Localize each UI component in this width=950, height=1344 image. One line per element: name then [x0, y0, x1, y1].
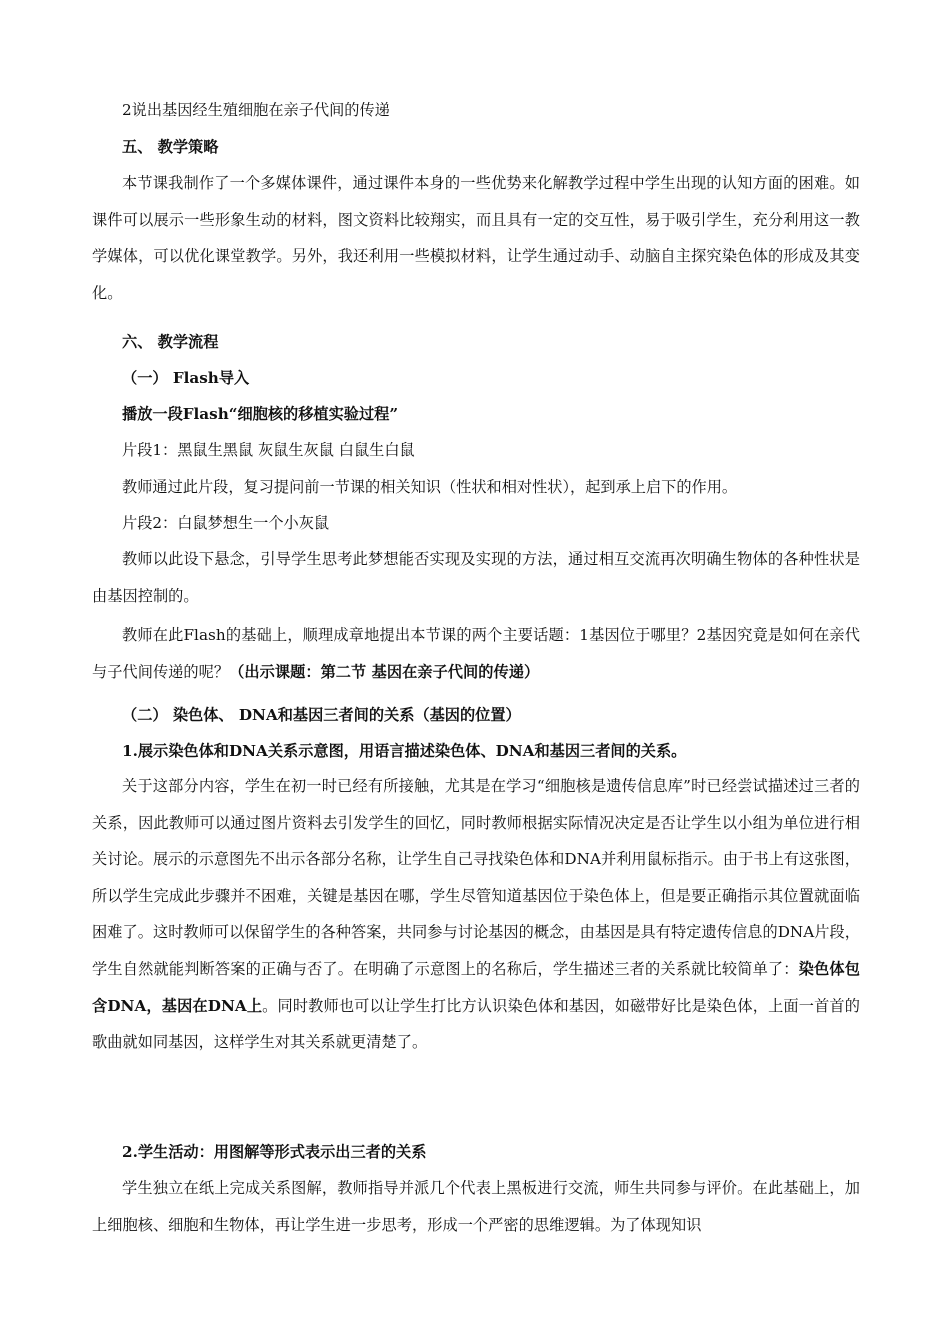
- item-2: 2.学生活动：用图解等形式表示出三者的关系: [122, 1143, 427, 1161]
- topic-title-bold: （出示课题：第二节 基因在亲子代间的传递）: [229, 662, 540, 681]
- topic-text: 教师在此Flash的基础上，顺理成章地提出本节课的两个主要话题：1基因位于哪里？2基因究竟是如何在亲代与子代间传递的呢？: [92, 626, 860, 681]
- clip-1-explanation: 教师通过此片段，复习提问前一节课的相关知识（性状和相对性状），起到承上启下的作用。: [122, 478, 738, 496]
- relationship-key-bold: 染色体包含DNA，基因在DNA上: [92, 959, 860, 1015]
- clip-2-explanation: 教师以此设下悬念，引导学生思考此梦想能否实现及实现的方法，通过相互交流再次明确生物体的各种性状是由基因控制的。: [92, 550, 860, 605]
- relationship-tail: 。同时教师也可以让学生打比方认识染色体和基因，如磁带好比是染色体，上面一首首的歌曲就如同基因，这样学生对其关系就更清楚了。: [92, 996, 860, 1052]
- relationship-paragraph: [92, 768, 860, 1061]
- clip-2: 片段2：白鼠梦想生一个小灰鼠: [122, 514, 330, 532]
- activity-paragraph: 学生独立在纸上完成关系图解，教师指导并派几个代表上黑板进行交流，师生共同参与评价。在此基础上，加上细胞核、细胞和生物体，再让学生进一步思考，形成一个严密的思维逻辑。为了体现知识: [92, 1179, 860, 1234]
- clip-1: 片段1：黑鼠生黑鼠 灰鼠生灰鼠 白鼠生白鼠: [122, 441, 415, 459]
- objective-2: 2说出基因经生殖细胞在亲子代间的传递: [122, 101, 390, 119]
- subsection-flash-intro: （一） Flash导入: [122, 369, 250, 387]
- topic-paragraph: [92, 617, 860, 690]
- section-heading-6: 六、 教学流程: [122, 333, 219, 351]
- relationship-text: 关于这部分内容，学生在初一时已经有所接触，尤其是在学习“细胞核是遗传信息库”时已经尝试描述过三者的关系，因此教师可以通过图片资料去引发学生的回忆，同时教师根据实际情况决定是否让学生以小组为单位进行相关讨论。展示的示意图先不出示各部分名称，让学生自己寻找染色体和DNA并利用鼠标指示。由于书上有这张图，所以学生完成此步骤并不困难，关键是基因在哪，学生尽管知道基因位于染色体上，但是要正确指示其位置就面临困难了。这时教师可以保留学生的各种答案，共同参与讨论基因的概念，由基因是具有特定遗传信息的DNA片段，学生自然就能判断答案的正确与否了。在明确了示意图上的名称后，学生描述三者的关系就比较简单了：: [92, 777, 860, 978]
- subsection-relationship: （二） 染色体、 DNA和基因三者间的关系（基因的位置）: [122, 706, 521, 724]
- item-1: 1.展示染色体和DNA关系示意图，用语言描述染色体、DNA和基因三者间的关系。: [122, 742, 687, 760]
- section-heading-5: 五、 教学策略: [122, 138, 219, 156]
- strategy-paragraph: 本节课我制作了一个多媒体课件，通过课件本身的一些优势来化解教学过程中学生出现的认知方面的困难。如课件可以展示一些形象生动的材料，图文资料比较翔实，而且具有一定的交互性，易于吸引学生，充分利用这一教学媒体，可以优化课堂教学。另外，我还利用一些模拟材料，让学生通过动手、动脑自主探究染色体的形成及其变化。: [92, 174, 860, 302]
- flash-title: 播放一段Flash“细胞核的移植实验过程”: [122, 405, 399, 423]
